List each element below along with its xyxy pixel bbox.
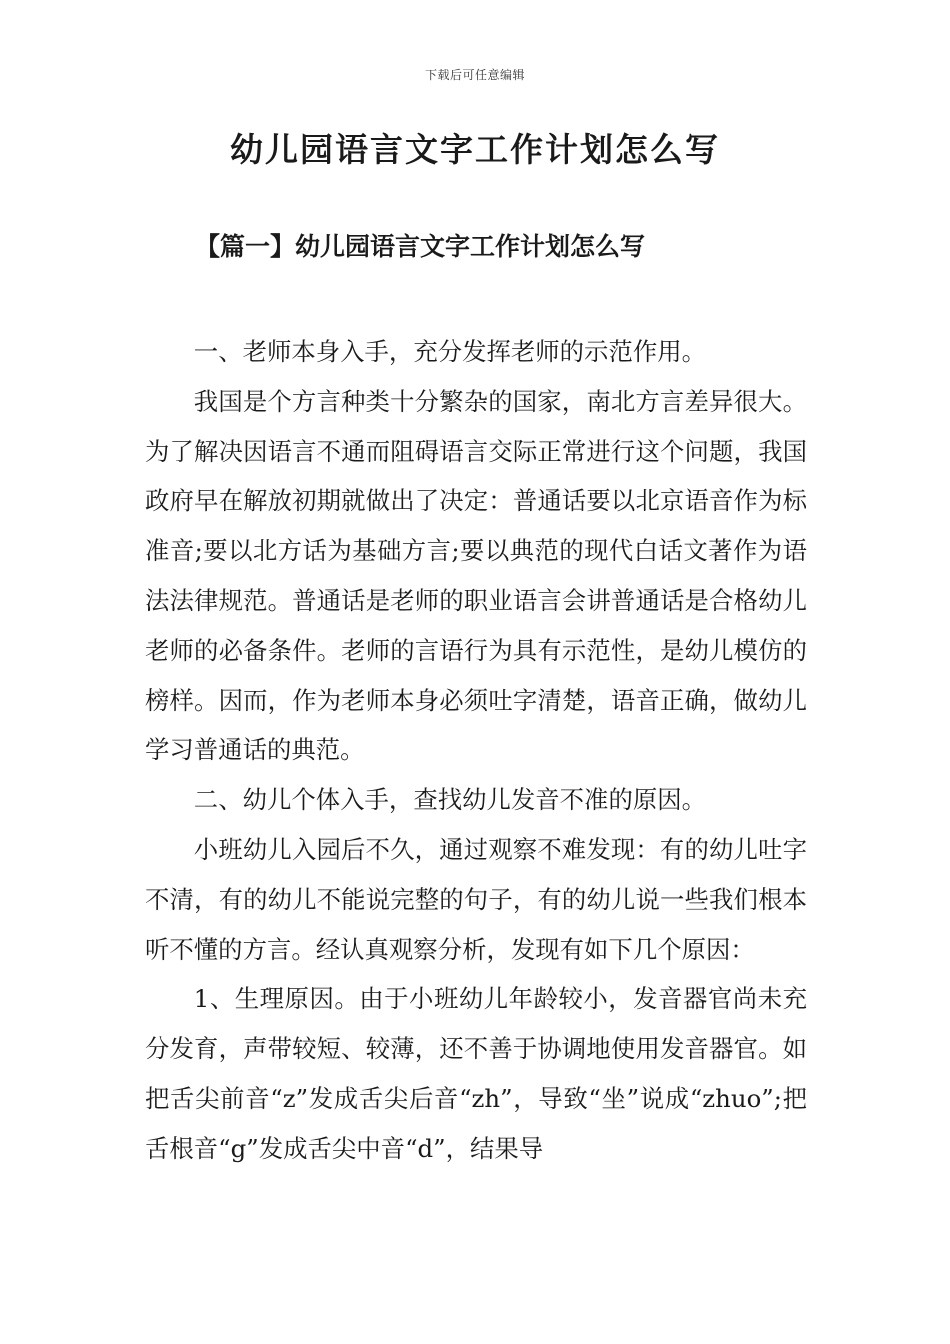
paragraph: 小班幼儿入园后不久，通过观察不难发现：有的幼儿吐字不清，有的幼儿不能说完整的句子，有的幼儿说一些我们根本听不懂的方言。经认真观察分析，发现有如下几个原因： bbox=[145, 834, 807, 964]
document-title: 幼儿园语言文字工作计划怎么写 bbox=[230, 130, 720, 169]
section-heading: 【篇一】幼儿园语言文字工作计划怎么写 bbox=[195, 232, 646, 261]
paragraph-heading-1: 一、老师本身入手，充分发挥老师的示范作用。 bbox=[193, 337, 707, 366]
paragraph-heading-2: 二、幼儿个体入手，查找幼儿发音不准的原因。 bbox=[193, 785, 707, 815]
header-note: 下载后可任意编辑 bbox=[424, 68, 525, 82]
paragraph: 我国是个方言种类十分繁杂的国家，南北方言差异很大。为了解决因语言不通而阻碍语言交际正常进行这个问题，我国政府早在解放初期就做出了决定：普通话要以北京语音作为标准音;要以北方话为基础方言;要以典范的现代白话文著作为语法法律规范。普通话是老师的职业语言会讲普通话是合格幼儿老师的必备条件。老师的言语行为具有示范性，是幼儿模仿的榜样。因而，作为老师本身必须吐字清楚，语音正确，做幼儿学习普通话的典范。 bbox=[145, 386, 807, 765]
paragraph: 1、生理原因。由于小班幼儿年龄较小，发音器官尚未充分发育，声带较短、较薄，还不善于协调地使用发音器官。如把舌尖前音“z”发成舌尖后音“zh”，导致“坐”说成“zhuo”;把舌根音“g”发成舌尖中音“d”，结果导 bbox=[145, 984, 807, 1163]
document-body bbox=[145, 327, 807, 1174]
